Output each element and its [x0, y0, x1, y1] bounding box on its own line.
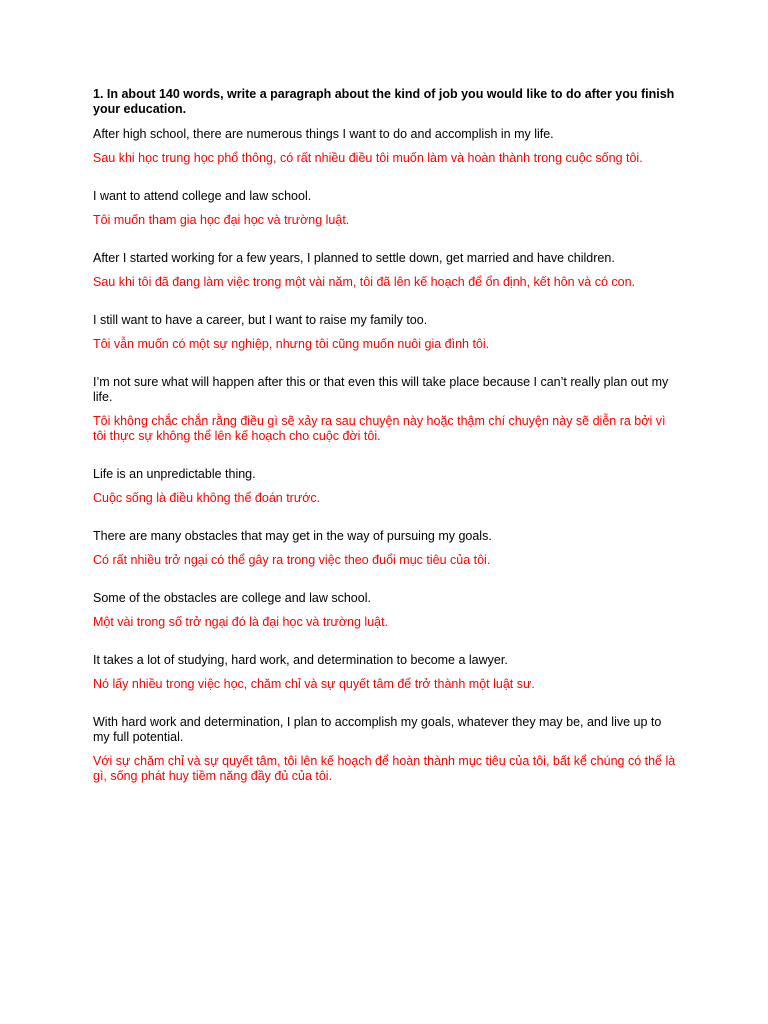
english-sentence: It takes a lot of studying, hard work, and determination to become a lawyer. [93, 653, 508, 667]
sentence-pair-9 [93, 653, 678, 692]
sentence-pair-3 [93, 251, 678, 290]
sentence-pair-5 [93, 375, 678, 444]
english-sentence: With hard work and determination, I plan to accomplish my goals, whatever they may be, and live up to my full potential. [93, 715, 662, 744]
document-page [93, 87, 678, 807]
sentence-pair-8 [93, 591, 678, 630]
english-sentence: I’m not sure what will happen after this or that even this will take place because I can’t really plan out my life. [93, 375, 669, 404]
vietnamese-translation: Với sự chăm chỉ và sự quyết tâm, tôi lên kế hoạch để hoàn thành mục tiêu của tôi, bất kể chúng có thể là gì, sống phát huy tiềm năng đầy đủ của tôi. [93, 754, 676, 783]
vietnamese-translation: Sau khi tôi đã đang làm việc trong một vài năm, tôi đã lên kế hoạch để ổn định, kết hôn và có con. [93, 275, 635, 289]
sentence-pair-1 [93, 127, 678, 166]
sentence-pair-6 [93, 467, 678, 506]
vietnamese-translation: Cuộc sống là điều không thể đoán trước. [93, 491, 321, 505]
question-heading: 1. In about 140 words, write a paragraph about the kind of job you would like to do after you finish your education. [93, 87, 675, 116]
english-sentence: Some of the obstacles are college and law school. [93, 591, 371, 605]
vietnamese-translation: Có rất nhiều trở ngại có thể gây ra trong việc theo đuổi mục tiêu của tôi. [93, 553, 491, 567]
vietnamese-translation: Nó lấy nhiều trong việc học, chăm chỉ và sự quyết tâm để trở thành một luật sư. [93, 677, 535, 691]
sentence-pair-10 [93, 715, 678, 784]
english-sentence: After I started working for a few years, I planned to settle down, get married and have children. [93, 251, 615, 265]
english-sentence: There are many obstacles that may get in the way of pursuing my goals. [93, 529, 492, 543]
vietnamese-translation: Tôi vẫn muốn có một sự nghiệp, nhưng tôi cũng muốn nuôi gia đình tôi. [93, 337, 490, 351]
sentence-pair-4 [93, 313, 678, 352]
vietnamese-translation: Tôi không chắc chắn rằng điều gì sẽ xảy ra sau chuyện này hoặc thậm chí chuyện này sẽ diễn ra bởi vì tôi thực sự không thể lên kế hoạch cho cuộc đời tôi. [93, 414, 666, 443]
sentence-pair-2 [93, 189, 678, 228]
english-sentence: Life is an unpredictable thing. [93, 467, 256, 481]
vietnamese-translation: Một vài trong số trở ngại đó là đại học và trường luật. [93, 615, 389, 629]
english-sentence: I want to attend college and law school. [93, 189, 312, 203]
vietnamese-translation: Sau khi học trung học phổ thông, có rất nhiều điều tôi muốn làm và hoàn thành trong cuộc sống tôi. [93, 151, 643, 165]
english-sentence: I still want to have a career, but I want to raise my family too. [93, 313, 428, 327]
english-sentence: After high school, there are numerous things I want to do and accomplish in my life. [93, 127, 554, 141]
sentence-pair-7 [93, 529, 678, 568]
vietnamese-translation: Tôi muốn tham gia học đại học và trường luật. [93, 213, 350, 227]
